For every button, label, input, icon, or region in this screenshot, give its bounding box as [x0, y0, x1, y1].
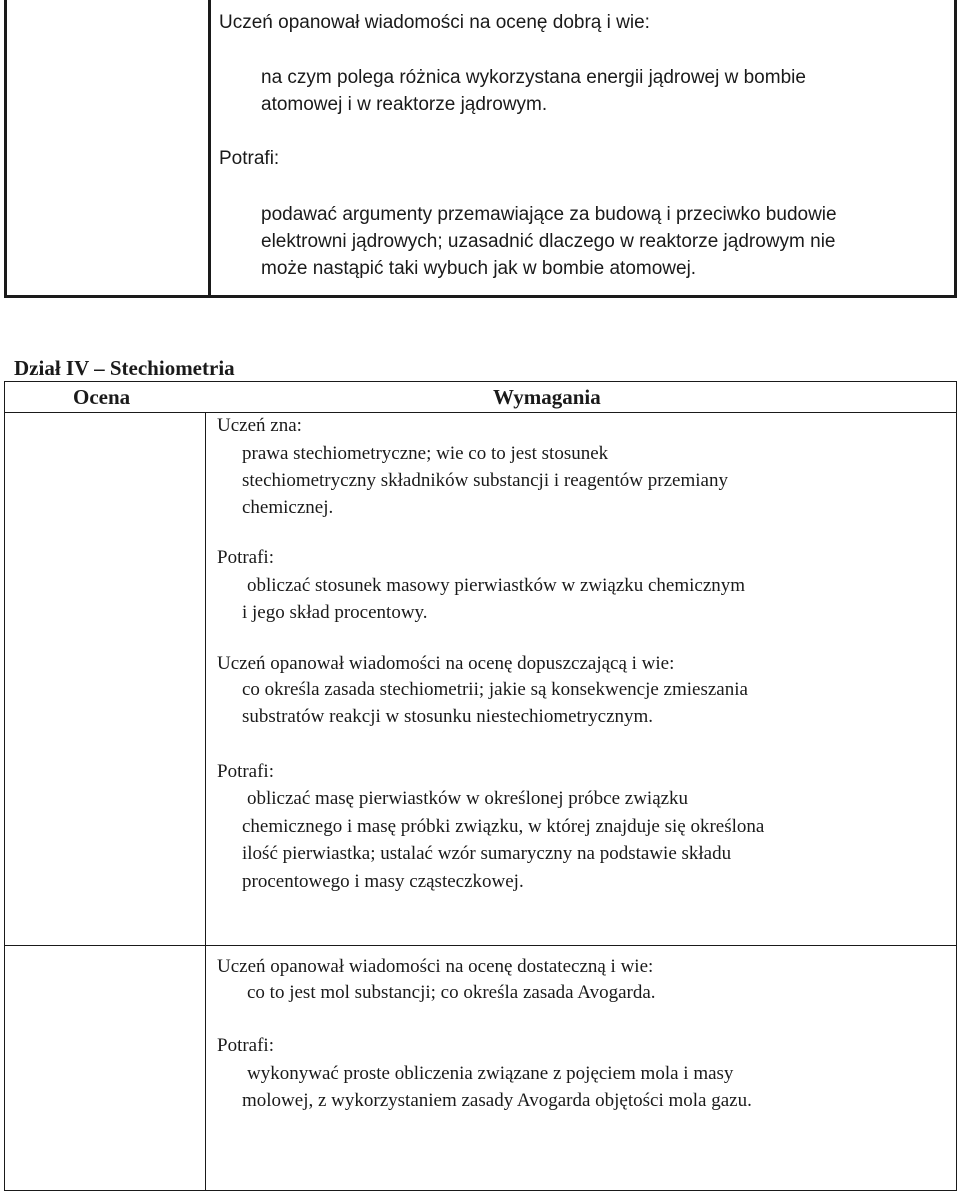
satisfactory-can-line: wykonywać proste obliczenia związane z pojęciem mola i masy: [247, 1063, 734, 1084]
good-grade-heading: Uczeń opanował wiadomości na ocenę dobrą i wie:: [219, 12, 650, 33]
good-can-line: może nastąpić taki wybuch jak w bombie atomowej.: [261, 258, 697, 279]
knows-line: chemicznej.: [242, 497, 334, 518]
section-title: Dział IV – Stechiometria: [14, 356, 235, 380]
pass-grade-heading: Uczeń opanował wiadomości na ocenę dopuszczającą i wie:: [217, 653, 675, 674]
knows-line: stechiometryczny składników substancji i reagentów przemiany: [242, 470, 728, 491]
can-line: obliczać stosunek masowy pierwiastków w związku chemicznym: [247, 575, 746, 596]
column-header-requirements: Wymagania: [493, 385, 601, 409]
can-label: Potrafi:: [217, 547, 274, 568]
satisfactory-grade-heading: Uczeń opanował wiadomości na ocenę dostateczną i wie:: [217, 956, 654, 977]
satisfactory-knows-line: co to jest mol substancji; co określa zasada Avogarda.: [247, 982, 656, 1003]
good-can-line: podawać argumenty przemawiające za budową i przeciwko budowie: [261, 204, 837, 225]
pass-can-line: obliczać masę pierwiastków w określonej próbce związku: [247, 788, 689, 809]
pass-can-line: procentowego i masy cząsteczkowej.: [242, 871, 524, 892]
pass-knows-line: substratów reakcji w stosunku niestechiometrycznym.: [242, 706, 654, 727]
column-header-grade: Ocena: [73, 385, 131, 409]
column-divider: [205, 413, 206, 1190]
requirements-cell-good: [211, 0, 954, 295]
good-can-line: elektrowni jądrowych; uzasadnić dlaczego w reaktorze jądrowym nie: [261, 231, 836, 252]
pass-knows-line: co określa zasada stechiometrii; jakie są konsekwencje zmieszania: [242, 679, 748, 700]
good-knows-line: atomowej i w reaktorze jądrowym.: [261, 94, 548, 115]
stechiometry-requirements-table: [4, 381, 957, 1191]
previous-grade-table: [4, 0, 957, 298]
pass-can-line: ilość pierwiastka; ustalać wzór sumaryczny na podstawie składu: [242, 843, 732, 864]
satisfactory-can-line: molowej, z wykorzystaniem zasady Avogarda objętości mola gazu.: [242, 1090, 752, 1111]
row-divider: [5, 945, 956, 946]
header-row-divider: [5, 412, 956, 413]
good-knows-line: na czym polega różnica wykorzystana energii jądrowej w bombie: [261, 67, 806, 88]
can-label: Potrafi:: [219, 148, 280, 169]
can-label: Potrafi:: [217, 761, 274, 782]
can-line: i jego skład procentowy.: [242, 602, 428, 623]
knows-heading: Uczeń zna:: [217, 415, 302, 436]
can-label: Potrafi:: [217, 1035, 274, 1056]
knows-line: prawa stechiometryczne; wie co to jest stosunek: [242, 443, 609, 464]
pass-can-line: chemicznego i masę próbki związku, w której znajduje się określona: [242, 816, 765, 837]
